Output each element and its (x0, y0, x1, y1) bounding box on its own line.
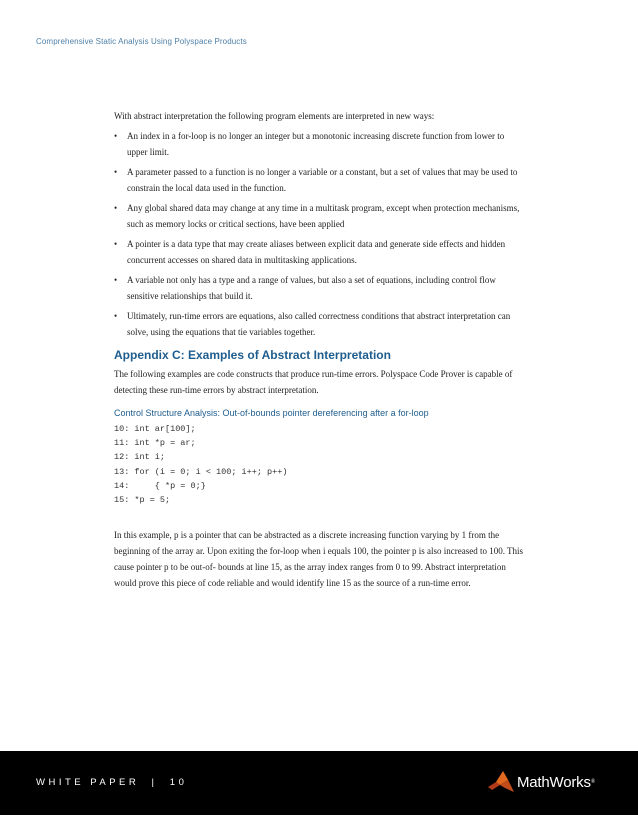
example-paragraph: In this example, p is a pointer that can be abstracted as a discrete increasing function varying by 1 from the beginning of the array ar. Upon exiting the for-loop when i equals 100, the pointer p is also increased to 100. This cause pointer p to be out-of- bounds at line 15, as the array index ranges from 0 to 99. Abstract interpretation would prove this piece of code reliable and would identify line 15 as the source of a run-time error. (114, 530, 524, 589)
intro-paragraph: With abstract interpretation the following program elements are interpreted in new ways: (114, 111, 435, 121)
code-line: 11: int *p = ar; (114, 438, 196, 449)
footer-label (36, 777, 187, 788)
section-subheading: Control Structure Analysis: Out-of-bounds pointer dereferencing after a for-loop (114, 408, 429, 418)
page-footer (0, 751, 638, 815)
bullet-list (114, 128, 526, 340)
footer-title: WHITE PAPER (36, 777, 140, 788)
bullet-item: • Ultimately, run-time errors are equations, also called correctness conditions that abstract interpretation can solve, using the equations that tie variables together. (114, 308, 526, 340)
page-number: 10 (169, 777, 188, 788)
bullet-item: • An index in a for-loop is no longer an integer but a monotonic increasing discrete function from lower to upper limit. (114, 128, 526, 160)
registered-mark: ® (590, 779, 596, 785)
page-body (114, 108, 526, 597)
bullet-item: • A pointer is a data type that may create aliases between explicit data and generate side effects and hidden concurrent accesses on shared data in multitasking applications. (114, 236, 526, 268)
appendix-heading: Appendix C: Examples of Abstract Interpretation (114, 348, 391, 362)
membrane-logo-icon (487, 768, 515, 796)
bullet-item: • A variable not only has a type and a range of values, but also a set of equations, including control flow sensitive relationships that build it. (114, 272, 526, 304)
logo-text: MathWorks (517, 773, 591, 791)
appendix-intro: The following examples are code constructs that produce run-time errors. Polyspace Code Prover is capable of detecting these run-time errors by abstract interpretation. (114, 369, 513, 395)
code-line: 15: *p = 5; (114, 495, 171, 506)
mathworks-logo (487, 767, 595, 797)
running-header: Comprehensive Static Analysis Using Polyspace Products (36, 37, 247, 46)
code-line: 13: for (i = 0; i < 100; i++; p++) (114, 466, 288, 477)
bullet-item: • Any global shared data may change at any time in a multitask program, except when protection mechanisms, such as memory locks or critical sections, have been applied (114, 200, 526, 232)
footer-separator: | (151, 777, 158, 788)
code-block (114, 422, 526, 507)
bullet-item: • A parameter passed to a function is no longer a variable or a constant, but a set of values that may be used to constrain the local data used in the function. (114, 164, 526, 196)
code-line: 14: { *p = 0;} (114, 480, 206, 491)
code-line: 10: int ar[100]; (114, 424, 196, 434)
code-line: 12: int i; (114, 452, 166, 463)
